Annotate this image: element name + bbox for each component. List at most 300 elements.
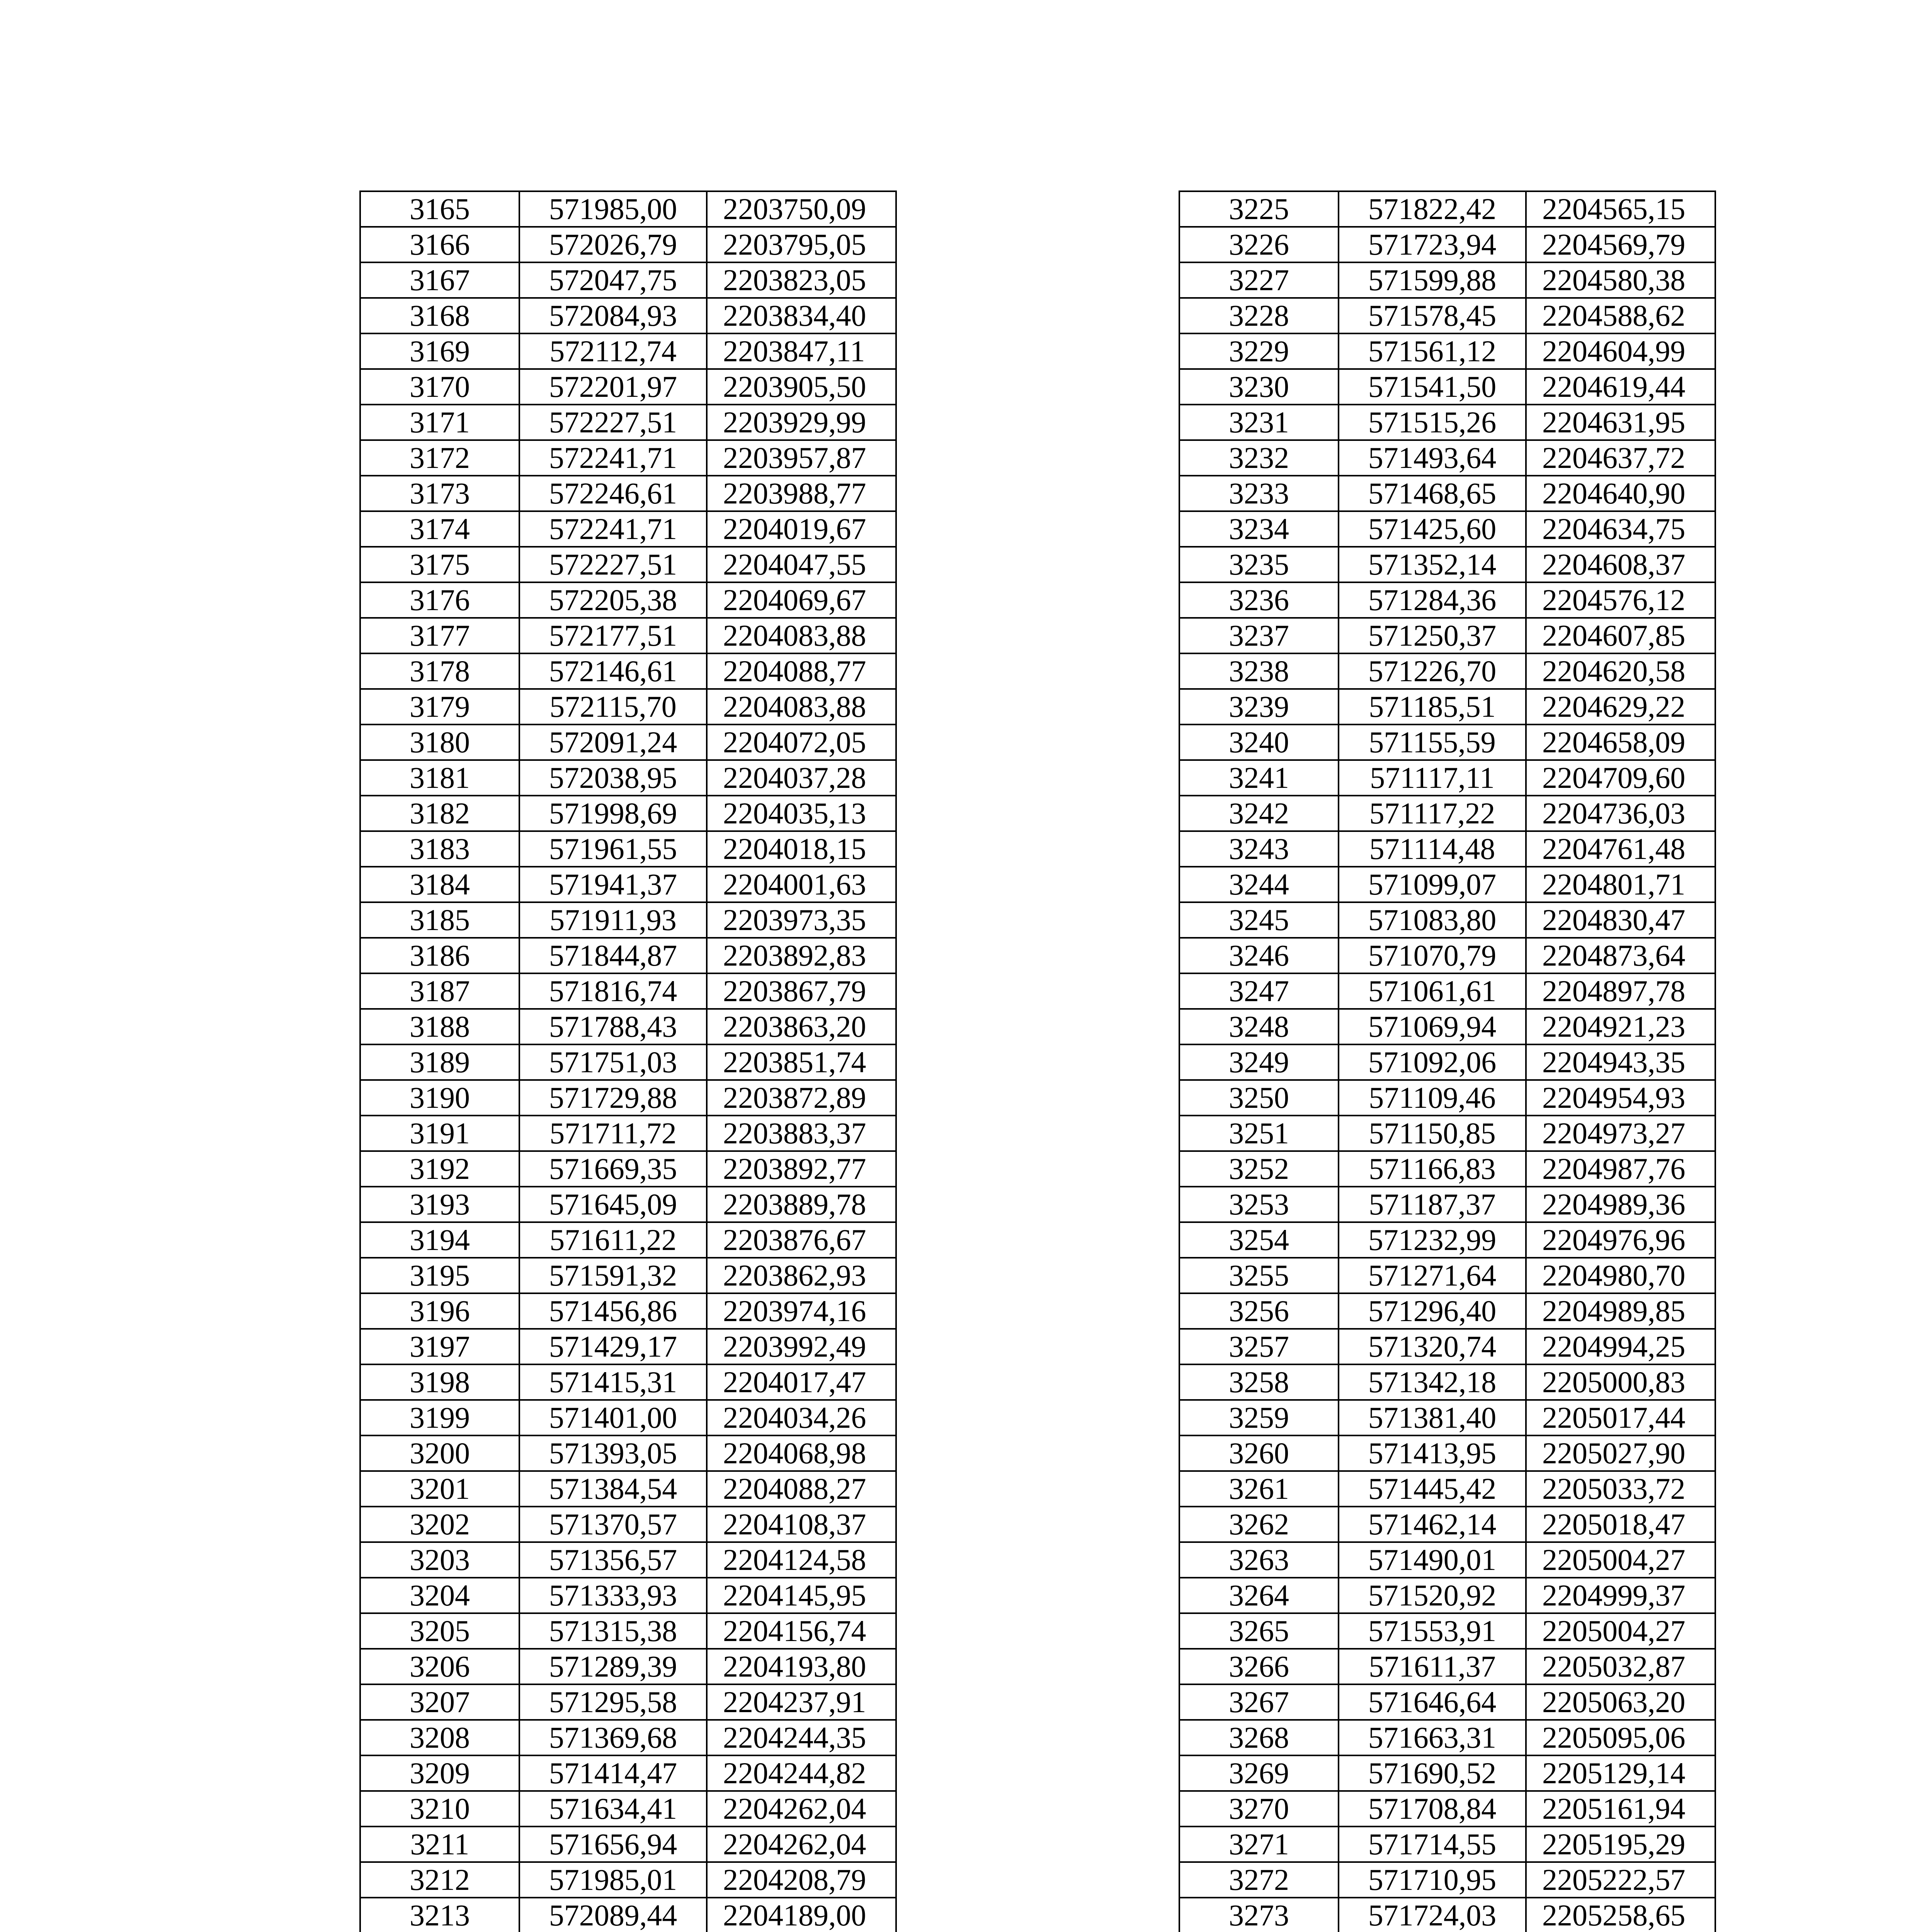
y-coordinate-cell: 2205017,44 <box>1526 1400 1715 1435</box>
x-coordinate-cell: 571998,69 <box>519 796 707 831</box>
x-coordinate-cell: 571708,84 <box>1339 1791 1526 1827</box>
x-coordinate-cell: 571114,48 <box>1339 831 1526 867</box>
table-row <box>360 724 896 760</box>
y-coordinate-cell: 2204034,26 <box>707 1400 896 1435</box>
y-coordinate-cell: 2204047,55 <box>707 547 896 582</box>
point-number-cell: 3253 <box>1179 1187 1339 1222</box>
table-row <box>360 1862 896 1898</box>
table-row <box>1179 724 1715 760</box>
table-row <box>1179 1151 1715 1187</box>
y-coordinate-cell: 2205000,83 <box>1526 1364 1715 1400</box>
table-row <box>1179 227 1715 262</box>
x-coordinate-cell: 571092,06 <box>1339 1044 1526 1080</box>
point-number-cell: 3228 <box>1179 298 1339 333</box>
point-number-cell: 3174 <box>360 511 519 547</box>
x-coordinate-cell: 571468,65 <box>1339 476 1526 511</box>
y-coordinate-cell: 2204604,99 <box>1526 333 1715 369</box>
y-coordinate-cell: 2204619,44 <box>1526 369 1715 405</box>
table-row <box>360 1471 896 1507</box>
table-row <box>1179 369 1715 405</box>
point-number-cell: 3272 <box>1179 1862 1339 1898</box>
table-row <box>1179 1862 1715 1898</box>
table-row <box>1179 1471 1715 1507</box>
table-row <box>360 227 896 262</box>
table-row <box>1179 262 1715 298</box>
table-row <box>360 653 896 689</box>
point-number-cell: 3202 <box>360 1507 519 1542</box>
point-number-cell: 3247 <box>1179 973 1339 1009</box>
point-number-cell: 3204 <box>360 1578 519 1613</box>
x-coordinate-cell: 572227,51 <box>519 405 707 440</box>
point-number-cell: 3194 <box>360 1222 519 1258</box>
y-coordinate-cell: 2204897,78 <box>1526 973 1715 1009</box>
table-row <box>360 760 896 796</box>
y-coordinate-cell: 2203823,05 <box>707 262 896 298</box>
table-row <box>360 1080 896 1116</box>
table-row <box>1179 1791 1715 1827</box>
table-row <box>1179 1578 1715 1613</box>
point-number-cell: 3165 <box>360 191 519 227</box>
table-row <box>1179 1898 1715 1932</box>
point-number-cell: 3229 <box>1179 333 1339 369</box>
table-row <box>1179 1507 1715 1542</box>
point-number-cell: 3268 <box>1179 1720 1339 1755</box>
y-coordinate-cell: 2204244,35 <box>707 1720 896 1755</box>
point-number-cell: 3270 <box>1179 1791 1339 1827</box>
point-number-cell: 3273 <box>1179 1898 1339 1932</box>
x-coordinate-cell: 571381,40 <box>1339 1400 1526 1435</box>
table-row <box>360 831 896 867</box>
table-row <box>360 1151 896 1187</box>
y-coordinate-cell: 2203883,37 <box>707 1116 896 1151</box>
point-number-cell: 3168 <box>360 298 519 333</box>
table-row <box>1179 511 1715 547</box>
x-coordinate-cell: 572201,97 <box>519 369 707 405</box>
x-coordinate-cell: 571284,36 <box>1339 582 1526 618</box>
y-coordinate-cell: 2203851,74 <box>707 1044 896 1080</box>
point-number-cell: 3258 <box>1179 1364 1339 1400</box>
table-row <box>1179 1435 1715 1471</box>
table-row <box>1179 440 1715 476</box>
y-coordinate-cell: 2204640,90 <box>1526 476 1715 511</box>
point-number-cell: 3185 <box>360 902 519 938</box>
point-number-cell: 3208 <box>360 1720 519 1755</box>
y-coordinate-cell: 2205222,57 <box>1526 1862 1715 1898</box>
x-coordinate-cell: 571401,00 <box>519 1400 707 1435</box>
table-row <box>1179 1684 1715 1720</box>
table-row <box>360 262 896 298</box>
x-coordinate-cell: 571634,41 <box>519 1791 707 1827</box>
point-number-cell: 3241 <box>1179 760 1339 796</box>
x-coordinate-cell: 571490,01 <box>1339 1542 1526 1578</box>
x-coordinate-cell: 571493,64 <box>1339 440 1526 476</box>
y-coordinate-cell: 2203892,77 <box>707 1151 896 1187</box>
y-coordinate-cell: 2204237,91 <box>707 1684 896 1720</box>
table-row <box>1179 333 1715 369</box>
point-number-cell: 3212 <box>360 1862 519 1898</box>
y-coordinate-cell: 2204801,71 <box>1526 867 1715 902</box>
x-coordinate-cell: 572241,71 <box>519 511 707 547</box>
x-coordinate-cell: 571370,57 <box>519 1507 707 1542</box>
y-coordinate-cell: 2204189,00 <box>707 1898 896 1932</box>
table-row <box>1179 1009 1715 1044</box>
point-number-cell: 3188 <box>360 1009 519 1044</box>
table-row <box>360 1329 896 1364</box>
x-coordinate-cell: 571109,46 <box>1339 1080 1526 1116</box>
point-number-cell: 3210 <box>360 1791 519 1827</box>
y-coordinate-cell: 2204069,67 <box>707 582 896 618</box>
x-coordinate-cell: 571456,86 <box>519 1293 707 1329</box>
y-coordinate-cell: 2204999,37 <box>1526 1578 1715 1613</box>
x-coordinate-cell: 571645,09 <box>519 1187 707 1222</box>
y-coordinate-cell: 2204145,95 <box>707 1578 896 1613</box>
point-number-cell: 3262 <box>1179 1507 1339 1542</box>
table-row <box>360 1044 896 1080</box>
point-number-cell: 3167 <box>360 262 519 298</box>
table-row <box>1179 653 1715 689</box>
x-coordinate-cell: 571320,74 <box>1339 1329 1526 1364</box>
x-coordinate-cell: 572089,44 <box>519 1898 707 1932</box>
point-number-cell: 3267 <box>1179 1684 1339 1720</box>
point-number-cell: 3230 <box>1179 369 1339 405</box>
y-coordinate-cell: 2204088,77 <box>707 653 896 689</box>
y-coordinate-cell: 2205032,87 <box>1526 1649 1715 1684</box>
x-coordinate-cell: 571711,72 <box>519 1116 707 1151</box>
x-coordinate-cell: 572115,70 <box>519 689 707 724</box>
table-row <box>1179 405 1715 440</box>
table-row <box>360 1187 896 1222</box>
y-coordinate-cell: 2205004,27 <box>1526 1613 1715 1649</box>
table-row <box>360 1400 896 1435</box>
y-coordinate-cell: 2203863,20 <box>707 1009 896 1044</box>
y-coordinate-cell: 2204637,72 <box>1526 440 1715 476</box>
y-coordinate-cell: 2204830,47 <box>1526 902 1715 938</box>
table-row <box>1179 938 1715 973</box>
point-number-cell: 3243 <box>1179 831 1339 867</box>
point-number-cell: 3239 <box>1179 689 1339 724</box>
x-coordinate-cell: 572177,51 <box>519 618 707 653</box>
table-row <box>360 476 896 511</box>
table-row <box>1179 689 1715 724</box>
table-row <box>1179 1044 1715 1080</box>
x-coordinate-cell: 571729,88 <box>519 1080 707 1116</box>
x-coordinate-cell: 571356,57 <box>519 1542 707 1578</box>
x-coordinate-cell: 572038,95 <box>519 760 707 796</box>
point-number-cell: 3232 <box>1179 440 1339 476</box>
x-coordinate-cell: 571591,32 <box>519 1258 707 1293</box>
x-coordinate-cell: 571333,93 <box>519 1578 707 1613</box>
x-coordinate-cell: 571941,37 <box>519 867 707 902</box>
x-coordinate-cell: 571413,95 <box>1339 1435 1526 1471</box>
point-number-cell: 3260 <box>1179 1435 1339 1471</box>
y-coordinate-cell: 2204262,04 <box>707 1791 896 1827</box>
x-coordinate-cell: 571352,14 <box>1339 547 1526 582</box>
x-coordinate-cell: 571117,22 <box>1339 796 1526 831</box>
point-number-cell: 3254 <box>1179 1222 1339 1258</box>
x-coordinate-cell: 571515,26 <box>1339 405 1526 440</box>
table-row <box>360 440 896 476</box>
x-coordinate-cell: 571985,00 <box>519 191 707 227</box>
y-coordinate-cell: 2203872,89 <box>707 1080 896 1116</box>
coordinates-table-body <box>1179 191 1715 1932</box>
y-coordinate-cell: 2204873,64 <box>1526 938 1715 973</box>
y-coordinate-cell: 2205004,27 <box>1526 1542 1715 1578</box>
x-coordinate-cell: 571541,50 <box>1339 369 1526 405</box>
x-coordinate-cell: 571415,31 <box>519 1364 707 1400</box>
y-coordinate-cell: 2205258,65 <box>1526 1898 1715 1932</box>
table-row <box>1179 1649 1715 1684</box>
point-number-cell: 3259 <box>1179 1400 1339 1435</box>
y-coordinate-cell: 2204083,88 <box>707 618 896 653</box>
table-row <box>360 973 896 1009</box>
point-number-cell: 3207 <box>360 1684 519 1720</box>
x-coordinate-cell: 571185,51 <box>1339 689 1526 724</box>
point-number-cell: 3201 <box>360 1471 519 1507</box>
point-number-cell: 3183 <box>360 831 519 867</box>
y-coordinate-cell: 2204989,85 <box>1526 1293 1715 1329</box>
point-number-cell: 3184 <box>360 867 519 902</box>
y-coordinate-cell: 2203847,11 <box>707 333 896 369</box>
point-number-cell: 3236 <box>1179 582 1339 618</box>
table-row <box>1179 973 1715 1009</box>
x-coordinate-cell: 572084,93 <box>519 298 707 333</box>
point-number-cell: 3198 <box>360 1364 519 1400</box>
y-coordinate-cell: 2203992,49 <box>707 1329 896 1364</box>
y-coordinate-cell: 2203929,99 <box>707 405 896 440</box>
x-coordinate-cell: 571155,59 <box>1339 724 1526 760</box>
y-coordinate-cell: 2204973,27 <box>1526 1116 1715 1151</box>
x-coordinate-cell: 571414,47 <box>519 1755 707 1791</box>
y-coordinate-cell: 2204736,03 <box>1526 796 1715 831</box>
x-coordinate-cell: 571961,55 <box>519 831 707 867</box>
y-coordinate-cell: 2204987,76 <box>1526 1151 1715 1187</box>
table-row <box>1179 476 1715 511</box>
point-number-cell: 3195 <box>360 1258 519 1293</box>
point-number-cell: 3175 <box>360 547 519 582</box>
point-number-cell: 3187 <box>360 973 519 1009</box>
x-coordinate-cell: 571611,37 <box>1339 1649 1526 1684</box>
x-coordinate-cell: 572246,61 <box>519 476 707 511</box>
point-number-cell: 3251 <box>1179 1116 1339 1151</box>
y-coordinate-cell: 2204244,82 <box>707 1755 896 1791</box>
x-coordinate-cell: 571985,01 <box>519 1862 707 1898</box>
y-coordinate-cell: 2204921,23 <box>1526 1009 1715 1044</box>
table-row <box>360 1649 896 1684</box>
table-row <box>1179 1329 1715 1364</box>
table-row <box>360 796 896 831</box>
y-coordinate-cell: 2204156,74 <box>707 1613 896 1649</box>
table-row <box>360 1435 896 1471</box>
y-coordinate-cell: 2205195,29 <box>1526 1827 1715 1862</box>
point-number-cell: 3171 <box>360 405 519 440</box>
y-coordinate-cell: 2204588,62 <box>1526 298 1715 333</box>
table-row <box>360 1116 896 1151</box>
point-number-cell: 3246 <box>1179 938 1339 973</box>
table-row <box>1179 547 1715 582</box>
y-coordinate-cell: 2204019,67 <box>707 511 896 547</box>
x-coordinate-cell: 571083,80 <box>1339 902 1526 938</box>
point-number-cell: 3191 <box>360 1116 519 1151</box>
x-coordinate-cell: 571369,68 <box>519 1720 707 1755</box>
y-coordinate-cell: 2203892,83 <box>707 938 896 973</box>
x-coordinate-cell: 571289,39 <box>519 1649 707 1684</box>
y-coordinate-cell: 2204037,28 <box>707 760 896 796</box>
y-coordinate-cell: 2205129,14 <box>1526 1755 1715 1791</box>
point-number-cell: 3237 <box>1179 618 1339 653</box>
x-coordinate-cell: 572091,24 <box>519 724 707 760</box>
y-coordinate-cell: 2204580,38 <box>1526 262 1715 298</box>
y-coordinate-cell: 2204569,79 <box>1526 227 1715 262</box>
x-coordinate-cell: 572227,51 <box>519 547 707 582</box>
y-coordinate-cell: 2205095,06 <box>1526 1720 1715 1755</box>
y-coordinate-cell: 2205033,72 <box>1526 1471 1715 1507</box>
y-coordinate-cell: 2204989,36 <box>1526 1187 1715 1222</box>
point-number-cell: 3209 <box>360 1755 519 1791</box>
table-row <box>360 1578 896 1613</box>
point-number-cell: 3192 <box>360 1151 519 1187</box>
coordinates-table-left <box>359 190 897 1932</box>
x-coordinate-cell: 571578,45 <box>1339 298 1526 333</box>
y-coordinate-cell: 2204193,80 <box>707 1649 896 1684</box>
x-coordinate-cell: 571393,05 <box>519 1435 707 1471</box>
y-coordinate-cell: 2204629,22 <box>1526 689 1715 724</box>
point-number-cell: 3227 <box>1179 262 1339 298</box>
point-number-cell: 3211 <box>360 1827 519 1862</box>
table-row <box>360 1542 896 1578</box>
table-row <box>1179 1222 1715 1258</box>
y-coordinate-cell: 2204068,98 <box>707 1435 896 1471</box>
point-number-cell: 3193 <box>360 1187 519 1222</box>
y-coordinate-cell: 2203957,87 <box>707 440 896 476</box>
x-coordinate-cell: 571663,31 <box>1339 1720 1526 1755</box>
y-coordinate-cell: 2203973,35 <box>707 902 896 938</box>
table-row <box>1179 191 1715 227</box>
point-number-cell: 3244 <box>1179 867 1339 902</box>
x-coordinate-cell: 571069,94 <box>1339 1009 1526 1044</box>
table-row <box>1179 831 1715 867</box>
point-number-cell: 3186 <box>360 938 519 973</box>
table-row <box>1179 796 1715 831</box>
table-row <box>360 1827 896 1862</box>
y-coordinate-cell: 2204709,60 <box>1526 760 1715 796</box>
x-coordinate-cell: 571520,92 <box>1339 1578 1526 1613</box>
table-row <box>360 938 896 973</box>
table-row <box>1179 1400 1715 1435</box>
table-row <box>1179 1720 1715 1755</box>
x-coordinate-cell: 571553,91 <box>1339 1613 1526 1649</box>
point-number-cell: 3252 <box>1179 1151 1339 1187</box>
y-coordinate-cell: 2204634,75 <box>1526 511 1715 547</box>
y-coordinate-cell: 2204658,09 <box>1526 724 1715 760</box>
y-coordinate-cell: 2204108,37 <box>707 1507 896 1542</box>
table-row <box>360 298 896 333</box>
x-coordinate-cell: 571271,64 <box>1339 1258 1526 1293</box>
point-number-cell: 3261 <box>1179 1471 1339 1507</box>
x-coordinate-cell: 571714,55 <box>1339 1827 1526 1862</box>
coordinates-table-body <box>360 191 896 1932</box>
x-coordinate-cell: 571099,07 <box>1339 867 1526 902</box>
x-coordinate-cell: 571690,52 <box>1339 1755 1526 1791</box>
y-coordinate-cell: 2204088,27 <box>707 1471 896 1507</box>
point-number-cell: 3248 <box>1179 1009 1339 1044</box>
x-coordinate-cell: 571462,14 <box>1339 1507 1526 1542</box>
y-coordinate-cell: 2203834,40 <box>707 298 896 333</box>
point-number-cell: 3196 <box>360 1293 519 1329</box>
y-coordinate-cell: 2204017,47 <box>707 1364 896 1400</box>
x-coordinate-cell: 571117,11 <box>1339 760 1526 796</box>
table-row <box>360 1222 896 1258</box>
y-coordinate-cell: 2204035,13 <box>707 796 896 831</box>
x-coordinate-cell: 572205,38 <box>519 582 707 618</box>
x-coordinate-cell: 571751,03 <box>519 1044 707 1080</box>
x-coordinate-cell: 571822,42 <box>1339 191 1526 227</box>
x-coordinate-cell: 571445,42 <box>1339 1471 1526 1507</box>
x-coordinate-cell: 571611,22 <box>519 1222 707 1258</box>
point-number-cell: 3256 <box>1179 1293 1339 1329</box>
table-row <box>1179 902 1715 938</box>
table-row <box>1179 1364 1715 1400</box>
point-number-cell: 3242 <box>1179 796 1339 831</box>
y-coordinate-cell: 2204124,58 <box>707 1542 896 1578</box>
x-coordinate-cell: 571425,60 <box>1339 511 1526 547</box>
x-coordinate-cell: 571816,74 <box>519 973 707 1009</box>
x-coordinate-cell: 571710,95 <box>1339 1862 1526 1898</box>
y-coordinate-cell: 2204608,37 <box>1526 547 1715 582</box>
point-number-cell: 3190 <box>360 1080 519 1116</box>
point-number-cell: 3200 <box>360 1435 519 1471</box>
x-coordinate-cell: 571166,83 <box>1339 1151 1526 1187</box>
point-number-cell: 3206 <box>360 1649 519 1684</box>
x-coordinate-cell: 571646,64 <box>1339 1684 1526 1720</box>
point-number-cell: 3178 <box>360 653 519 689</box>
point-number-cell: 3245 <box>1179 902 1339 938</box>
x-coordinate-cell: 571656,94 <box>519 1827 707 1862</box>
point-number-cell: 3172 <box>360 440 519 476</box>
point-number-cell: 3240 <box>1179 724 1339 760</box>
table-row <box>1179 1187 1715 1222</box>
y-coordinate-cell: 2205161,94 <box>1526 1791 1715 1827</box>
table-row <box>360 867 896 902</box>
table-row <box>360 547 896 582</box>
point-number-cell: 3179 <box>360 689 519 724</box>
y-coordinate-cell: 2205063,20 <box>1526 1684 1715 1720</box>
point-number-cell: 3213 <box>360 1898 519 1932</box>
x-coordinate-cell: 571250,37 <box>1339 618 1526 653</box>
table-row <box>1179 1542 1715 1578</box>
point-number-cell: 3238 <box>1179 653 1339 689</box>
table-row <box>360 582 896 618</box>
x-coordinate-cell: 571724,03 <box>1339 1898 1526 1932</box>
y-coordinate-cell: 2204631,95 <box>1526 405 1715 440</box>
x-coordinate-cell: 571561,12 <box>1339 333 1526 369</box>
table-row <box>360 191 896 227</box>
y-coordinate-cell: 2203867,79 <box>707 973 896 1009</box>
point-number-cell: 3173 <box>360 476 519 511</box>
y-coordinate-cell: 2204976,96 <box>1526 1222 1715 1258</box>
point-number-cell: 3166 <box>360 227 519 262</box>
table-row <box>360 1898 896 1932</box>
table-row <box>360 1507 896 1542</box>
y-coordinate-cell: 2204018,15 <box>707 831 896 867</box>
x-coordinate-cell: 571911,93 <box>519 902 707 938</box>
y-coordinate-cell: 2204980,70 <box>1526 1258 1715 1293</box>
table-row <box>360 1720 896 1755</box>
y-coordinate-cell: 2204083,88 <box>707 689 896 724</box>
table-row <box>1179 1080 1715 1116</box>
y-coordinate-cell: 2204565,15 <box>1526 191 1715 227</box>
table-row <box>360 1684 896 1720</box>
point-number-cell: 3177 <box>360 618 519 653</box>
